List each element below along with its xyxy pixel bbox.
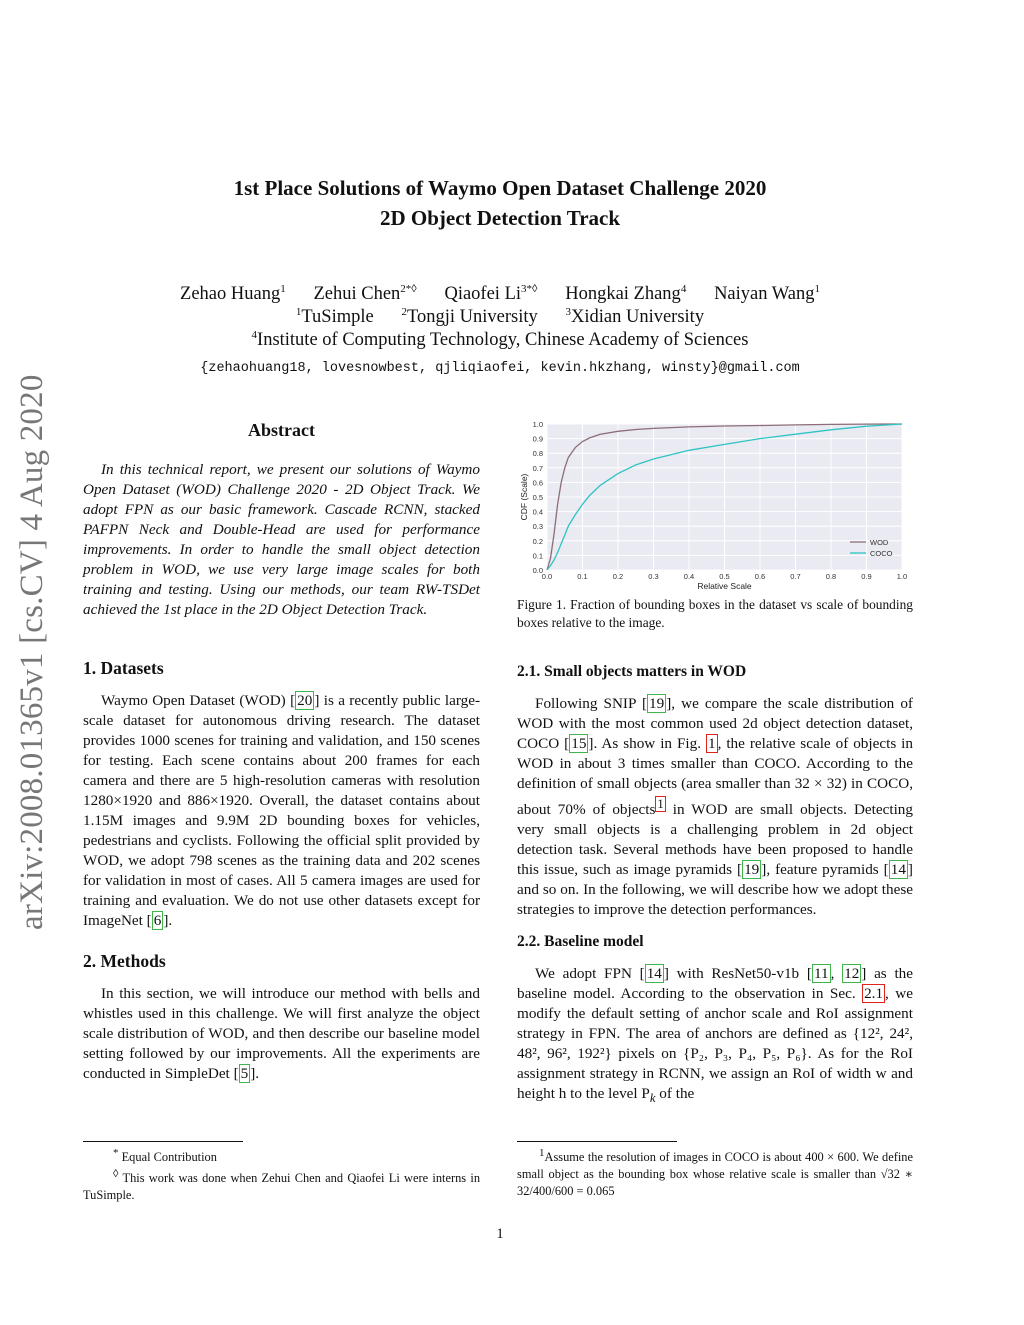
affiliation: Institute of Computing Technology, Chinese Academy of Sciences	[257, 330, 749, 351]
y-tick-label: 0.2	[532, 536, 543, 546]
affiliations-line1	[0, 306, 1000, 328]
text-run: with ResNet50-v1b	[668, 965, 807, 983]
citation-link[interactable]: 14	[890, 861, 906, 879]
text-run: , we modify the default setting of anchor scale and RoI assignment strategy in FPN. The area of anchors are defined as {12², 24², 48², 96², 192²} pixels on {P₂, P₃, P₄, P₅, P₆}. As for the RoI assignment strategy in RCNN, we assign an RoI of width w and height h to the level P	[517, 985, 913, 1103]
y-tick-label: 0.3	[532, 522, 543, 532]
citation-link[interactable]: 20	[297, 692, 313, 709]
x-tick-label: 0.3	[648, 572, 659, 581]
figure-caption: Figure 1. Fraction of bounding boxes in the dataset vs scale of bounding boxes relative to the image.	[517, 597, 913, 630]
text-run: , we compare the scale distribution of WOD with the most common used 2d object detection dataset, COCO	[517, 695, 913, 752]
author-affil-mark: 4	[680, 283, 687, 295]
affiliation: TuSimple	[301, 307, 374, 328]
author-emails	[0, 356, 1000, 377]
figure-link[interactable]: 1	[707, 735, 716, 752]
x-axis-label: Relative Scale	[697, 581, 752, 591]
x-tick-label: 0.4	[683, 572, 695, 581]
text-run: is a recently public large-scale dataset for autonomous driving research. The dataset provides 1000 scenes for training and validation, and 150 scenes for testing. Each scene contains about 200 frames for each camera and there are 5 high-resolution cameras with resolution 1280×1920 and 886×1920. Overall, the dataset contains about 1.15M images and 9.9M 2D bounding boxes for vehicles, pedestrians and cyclists. Following the official split provided by WOD, we adopt 798 scenes as the training data and 202 scenes for validation in most of cases. All 5 camera images are used for training and evaluation. We do not use other datasets except for ImageNet	[83, 692, 481, 929]
text-run: and so on. In the following, we will describe how we adopt these strategies to improve the detection performances.	[517, 881, 913, 919]
text-run: , feature pyramids	[766, 861, 884, 879]
author-affil-mark: 1	[280, 283, 286, 295]
author-name: Qiaofei Li	[444, 284, 522, 305]
y-tick-label: 0.7	[532, 463, 543, 473]
y-tick-label: 0.8	[532, 449, 543, 459]
y-tick-label: 0.4	[532, 507, 543, 517]
datasets-paragraph: Waymo Open Dataset (WOD) [ 20 ] is a recently public large-scale dataset for autonomous driving research. The dataset provides 1000 scenes for training and validation, and 150 scenes for testing. Each scene contains about 200 frames for each camera and there are 5 high-resolution cameras with resolution 1280×1920 and 886×1920. Overall, the dataset contains about 1.15M images and 9.9M 2D bounding boxes for vehicles, pedestrians and cyclists. Following the official split provided by WOD, we adopt 798 scenes as the training data and 202 scenes for validation in most of cases. All 5 camera images are used for training and evaluation. We do not use other datasets except for ImageNet [ 6 ].	[83, 692, 481, 929]
affil-mark: 3	[565, 306, 571, 318]
x-tick-label: 1.0	[896, 572, 908, 581]
y-tick-label: 0.1	[532, 551, 543, 561]
page-number: 1	[496, 1226, 504, 1242]
text-run: as the baseline model. According to the observation in Sec.	[517, 965, 913, 1003]
text-run: .	[168, 912, 173, 929]
subscript: k	[649, 1091, 656, 1106]
x-tick-label: 0.2	[612, 572, 624, 581]
legend-entry: COCO	[870, 549, 893, 558]
footnote-rule	[83, 1141, 243, 1142]
footnote-text: Assume the resolution of images in COCO is about 400 × 600. We define small object as the bounding box whose relative scale is smaller than √32 ∗ 32/400/600 = 0.065	[517, 1150, 913, 1199]
text-run: , the relative scale of objects in WOD in about 3 times smaller than COCO. According to the definition of small objects (area smaller than 32 × 32) in COCO, about 70% of objects	[517, 735, 913, 819]
legend-entry: WOD	[870, 538, 889, 547]
x-tick-label: 0.1	[577, 572, 588, 581]
figure-1	[515, 414, 915, 594]
y-tick-label: 0.9	[532, 434, 543, 444]
right-column	[517, 662, 913, 1108]
abstract-text: In this technical report, we present our solutions of Waymo Open Dataset (WOD) Challenge 2020 - 2D Object Track. We adopt FPN as our basic framework. Cascade RCNN, stacked PAFPN Neck and Double-Head are used for performance improvements. In order to handle the small object detection problem in WOD, we use very large image scales for both training and testing. Using our methods, our team RW-TSDet achieved the 1st place in the 2D Object Detection Track.	[83, 461, 480, 618]
section-link[interactable]: 2.1	[864, 985, 884, 1003]
x-tick-label: 0.5	[719, 572, 730, 581]
footnote-mark: *	[113, 1147, 119, 1159]
right-footnote	[517, 1145, 913, 1200]
paper-title-line2: 2D Object Detection Track	[379, 206, 621, 230]
text-run: In this section, we will introduce our method with bells and whistles used in this challenge. We will first analyze the object scale distribution of WOD, and then describe our baseline model setting followed by our improvements. All the experiments are conducted in SimpleDet	[83, 985, 480, 1082]
author-affil-mark: 1	[814, 283, 820, 295]
citation-link[interactable]: 15	[571, 735, 587, 752]
footnote-text: This work was done when Zehui Chen and Qiaofei Li were interns in TuSimple.	[83, 1171, 481, 1203]
section-heading-datasets: 1. Datasets	[83, 658, 164, 678]
citation-link[interactable]: 6	[153, 912, 162, 929]
footnote-link[interactable]: 1	[657, 797, 664, 811]
x-tick-label: 0.7	[790, 572, 801, 581]
section-heading-methods: 2. Methods	[83, 951, 166, 971]
y-tick-label: 0.0	[532, 566, 543, 575]
email-list: {zehaohuang18, lovesnowbest, qjliqiaofei, kevin.hkzhang, winsty}@gmail.com	[200, 361, 800, 376]
citation-link[interactable]: 19	[744, 861, 760, 879]
abstract-heading: Abstract	[248, 420, 315, 440]
citation-link[interactable]: 11	[813, 965, 829, 983]
baseline-paragraph: We adopt FPN [ 14 ] with ResNet50-v1b [ 11 , 12 ] as the baseline model. According to the observation in Sec. 2.1 , we modify the default setting of anchor scale and RoI assignment strategy in FPN. The area of anchors are defined as {12², 24², 48², 96², 192²} pixels on {P₂, P₃, P₄, P₅, P₆}. As for the RoI assignment strategy in RCNN, we assign an RoI of width w and height h to the level $P_k$ of the	[517, 965, 913, 1106]
author-name: Naiyan Wang	[714, 284, 815, 305]
text-run: .	[255, 1065, 260, 1082]
footnote-mark: 1	[539, 1147, 545, 1159]
affil-mark: 4	[251, 329, 258, 341]
affil-mark: 1	[295, 306, 302, 318]
text-run: ,	[830, 965, 843, 983]
text-run: of the	[655, 1085, 695, 1103]
section-heading-baseline: 2.2. Baseline model	[517, 933, 644, 951]
text-run: Waymo Open Dataset (WOD)	[101, 692, 291, 709]
left-column	[83, 420, 480, 1084]
y-tick-label: 1.0	[532, 420, 543, 429]
text-run: Following SNIP	[535, 695, 642, 712]
footnote-rule	[517, 1141, 677, 1142]
x-tick-label: 0.0	[541, 572, 553, 581]
small-objects-paragraph: Following SNIP [ 19 ], we compare the scale distribution of WOD with the most common used 2d object detection dataset, COCO [ 15 ]. As show in Fig. 1 , the relative scale of objects in WOD in about 3 times smaller than COCO. According to the definition of small objects (area smaller than 32 × 32) in COCO, about 70% of objects $^1$ in WOD are small objects. Detecting very small objects is a challenging problem in 2d object detection task. Several methods have been proposed to handle this issue, such as image pyramids [ 19 ], feature pyramids [ 14 ] and so on. In the following, we will describe how we adopt these strategies to improve the detection performances.	[517, 695, 913, 919]
author-name: Hongkai Zhang	[565, 284, 681, 305]
methods-paragraph: In this section, we will introduce our method with bells and whistles used in this challenge. We will first analyze the object scale distribution of WOD, and then describe our baseline model setting followed by our improvements. All the experiments are conducted in SimpleDet [ 5 ].	[83, 985, 480, 1082]
author-affil-mark: 2*◊	[400, 283, 417, 295]
text-run: . As show in Fig.	[593, 735, 706, 752]
cdf-chart	[515, 414, 915, 594]
x-tick-label: 0.9	[861, 572, 872, 581]
y-tick-label: 0.6	[532, 478, 543, 488]
arxiv-identifier: arXiv:2008.01365v1 [cs.CV] 4 Aug 2020	[14, 374, 50, 930]
affiliations-line2	[0, 329, 1000, 351]
paper-title-line1: 1st Place Solutions of Waymo Open Dataset Challenge 2020	[233, 176, 767, 200]
author-name: Zehui Chen	[313, 284, 401, 305]
affil-mark: 2	[401, 306, 407, 318]
author-affil-mark: 3*◊	[521, 283, 538, 295]
y-tick-label: 0.5	[532, 493, 543, 502]
citation-link[interactable]: 14	[646, 965, 662, 983]
citation-link[interactable]: 19	[649, 695, 665, 712]
footnote-mark: ◊	[113, 1168, 119, 1181]
footnote-text: Equal Contribution	[121, 1150, 217, 1165]
affiliation: Xidian University	[571, 307, 705, 328]
affiliation: Tongji University	[406, 307, 538, 328]
text-run: We adopt FPN	[535, 965, 640, 983]
x-tick-label: 0.6	[754, 572, 766, 581]
text-run: in WOD are small objects. Detecting very small objects is a challenging problem in 2d object detection task. Several methods have been proposed to handle this issue, such as image pyramids	[517, 801, 913, 879]
author-name: Zehao Huang	[180, 284, 281, 305]
y-axis-label: CDF (Scale)	[519, 473, 529, 521]
citation-link[interactable]: 5	[240, 1065, 249, 1082]
section-heading-small-objects: 2.1. Small objects matters in WOD	[517, 663, 747, 680]
author-list	[0, 283, 1000, 305]
left-footnotes	[83, 1145, 480, 1204]
citation-link[interactable]: 12	[844, 965, 860, 983]
x-tick-label: 0.8	[825, 572, 837, 581]
